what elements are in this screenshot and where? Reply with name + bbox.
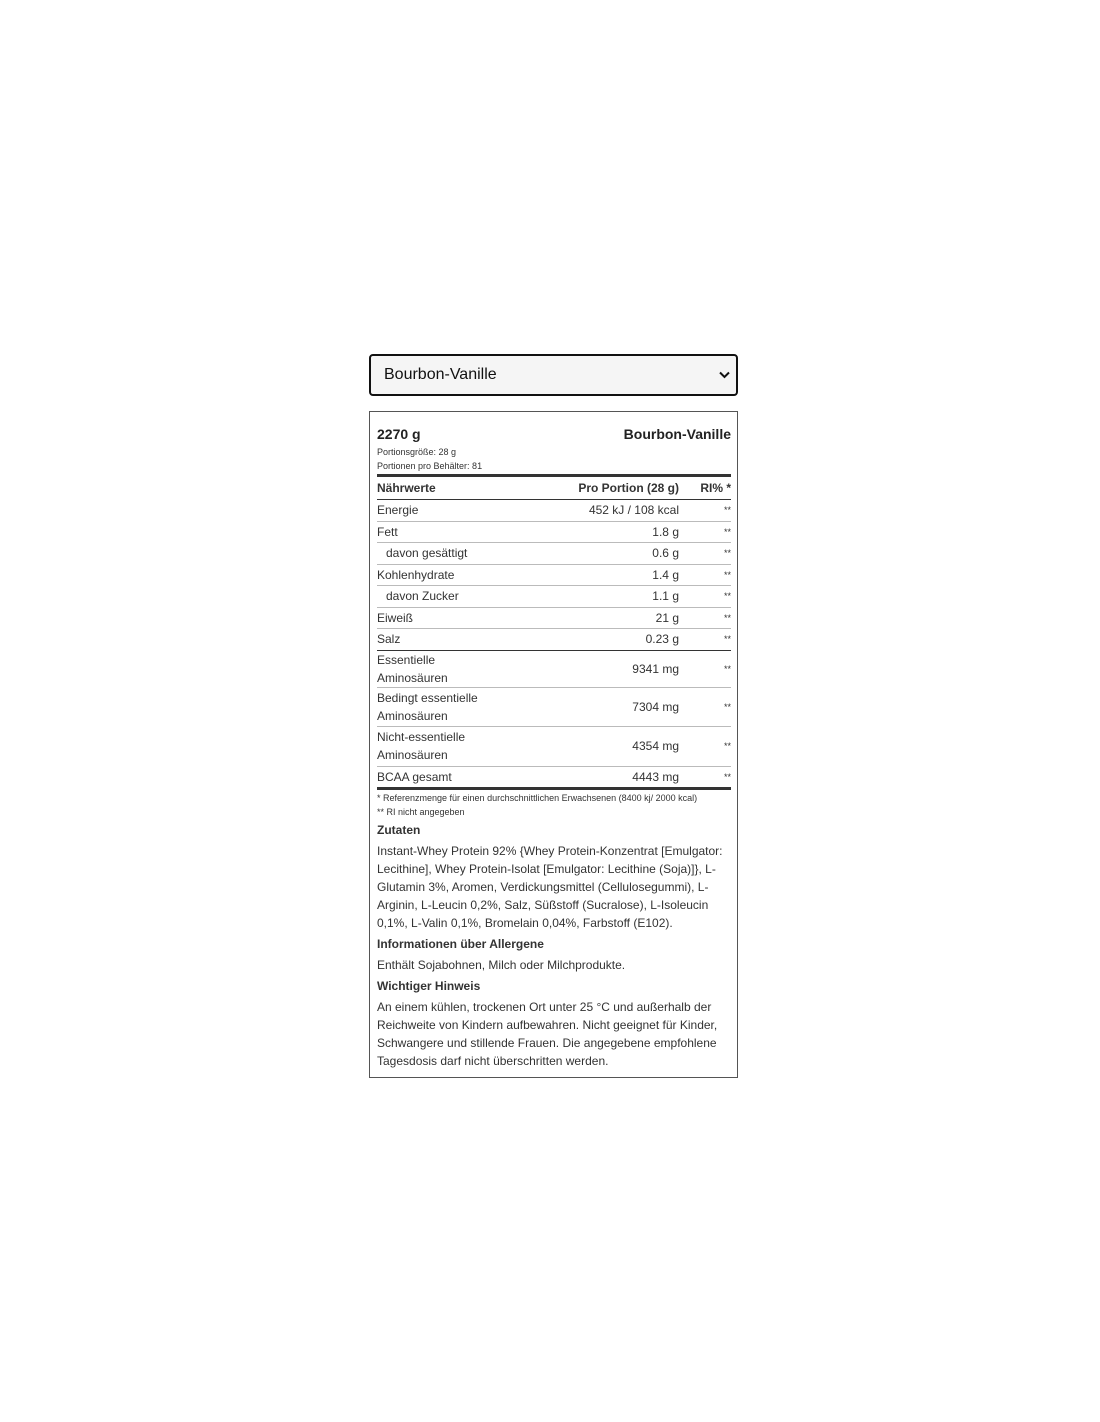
row-ri: ** (679, 687, 731, 727)
table-row (377, 607, 731, 629)
row-name: Eiweiß (377, 607, 497, 629)
row-ri: ** (679, 629, 731, 651)
notice-text: An einem kühlen, trockenen Ort unter 25 °C und außerhalb der Reichweite von Kindern aufbewahren. Nicht geeignet für Kinder, Schwangere und stillende Frauen. Die angegebene empfohlene Tagesdosis darf nicht überschritten werden. (377, 1000, 718, 1068)
row-ri: ** (679, 500, 731, 522)
row-value: 1.8 g (497, 521, 679, 543)
label-header (377, 420, 731, 442)
row-name: Energie (377, 500, 497, 522)
row-name: Essentielle Aminosäuren (377, 650, 497, 687)
row-name: Salz (377, 629, 497, 651)
table-row (377, 564, 731, 586)
product-flavor: Bourbon-Vanille (623, 426, 731, 442)
row-value: 9341 mg (497, 650, 679, 687)
row-ri: ** (679, 766, 731, 789)
row-ri: ** (679, 727, 731, 767)
table-row (377, 727, 731, 767)
allergens-title: Informationen über Allergene (377, 937, 544, 951)
flavor-select-value: Bourbon-Vanille (384, 366, 497, 383)
ingredients-title: Zutaten (377, 823, 421, 837)
row-ri: ** (679, 586, 731, 608)
table-row (377, 521, 731, 543)
serving-size: Portionsgröße: 28 g (377, 447, 457, 457)
row-value: 4443 mg (497, 766, 679, 789)
row-name: davon gesättigt (377, 543, 497, 565)
row-value: 0.23 g (497, 629, 679, 651)
header-nutrients: Nährwerte (377, 476, 497, 500)
row-value: 7304 mg (497, 687, 679, 727)
row-name: davon Zucker (377, 586, 497, 608)
row-value: 452 kJ / 108 kcal (497, 500, 679, 522)
row-value: 21 g (497, 607, 679, 629)
table-row (377, 543, 731, 565)
row-ri: ** (679, 607, 731, 629)
row-name: Nicht-essentielle Aminosäuren (377, 727, 497, 767)
table-row (377, 586, 731, 608)
row-value: 4354 mg (497, 727, 679, 767)
footnote-not-specified: ** RI nicht angegeben (377, 807, 465, 817)
footnote-ri: * Referenzmenge für einen durchschnittlichen Erwachsenen (8400 kj/ 2000 kcal) (377, 793, 698, 803)
flavor-select[interactable] (369, 354, 738, 396)
table-row (377, 500, 731, 522)
table-row (377, 650, 731, 687)
table-row (377, 687, 731, 727)
header-ri: RI% * (679, 476, 731, 500)
nutrition-table (377, 474, 731, 790)
ingredients-text: Instant-Whey Protein 92% {Whey Protein-Konzentrat [Emulgator: Lecithine], Whey Protein-Isolat [Emulgator: Lecithine (Soja)]}, L-Glutamin 3%, Aromen, Verdickungsmittel (Cellulosegummi), L-Arginin, L-Leucin 0,2%, Salz, Süßstoff (Sucralose), L-Isoleucin 0,1%, L-Valin 0,1%, Bromelain 0,04%, Farbstoff (E102). (377, 844, 723, 930)
nutrition-table-header (377, 476, 731, 500)
row-name: Kohlenhydrate (377, 564, 497, 586)
header-per-serving: Pro Portion (28 g) (497, 476, 679, 500)
row-ri: ** (679, 564, 731, 586)
row-ri: ** (679, 543, 731, 565)
chevron-down-icon (718, 369, 730, 381)
row-value: 0.6 g (497, 543, 679, 565)
row-value: 1.4 g (497, 564, 679, 586)
nutrition-label (369, 411, 738, 1078)
row-name: Fett (377, 521, 497, 543)
row-value: 1.1 g (497, 586, 679, 608)
row-ri: ** (679, 521, 731, 543)
allergens-text: Enthält Sojabohnen, Milch oder Milchprodukte. (377, 958, 626, 972)
notice-title: Wichtiger Hinweis (377, 979, 481, 993)
table-row (377, 629, 731, 651)
row-ri: ** (679, 650, 731, 687)
product-weight: 2270 g (377, 426, 421, 442)
table-row (377, 766, 731, 789)
row-name: Bedingt essentielle Aminosäuren (377, 687, 497, 727)
servings-per-container: Portionen pro Behälter: 81 (377, 461, 483, 471)
row-name: BCAA gesamt (377, 766, 497, 789)
